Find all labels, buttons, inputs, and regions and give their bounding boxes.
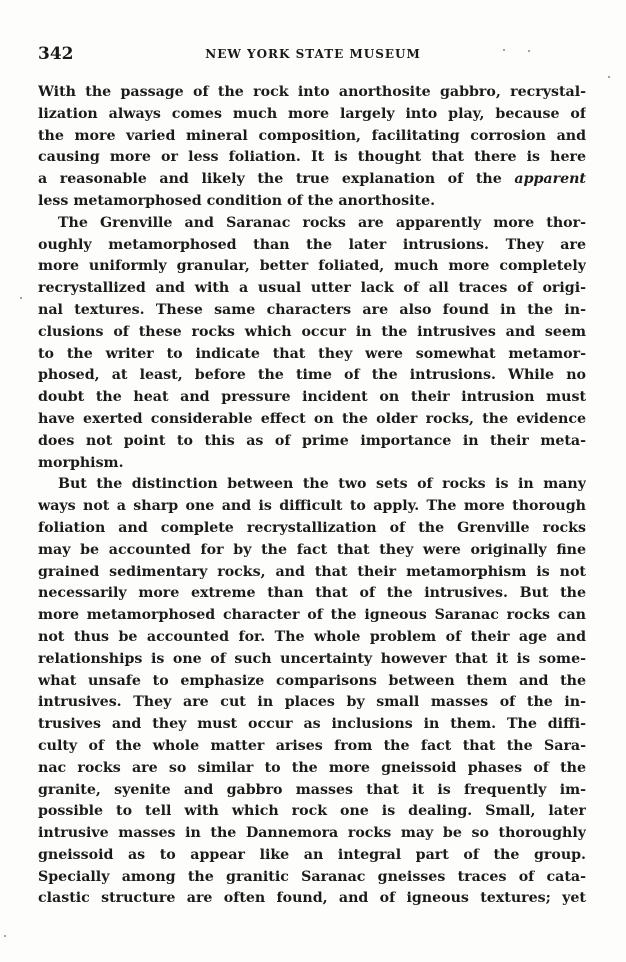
paragraph-1 — [38, 82, 586, 213]
text-line: does not point to this as of prime importance in their meta- — [38, 432, 586, 449]
text-line: less metamorphosed condition of the anorthosite. — [38, 192, 436, 209]
text-line: intrusive masses in the Dannemora rocks may be so thoroughly — [38, 825, 586, 842]
text-line: more metamorphosed character of the igneous Saranac rocks can — [38, 607, 586, 624]
scan-speck — [20, 297, 22, 299]
text-line: recrystallized and with a usual utter lack of all traces of origi- — [38, 280, 586, 297]
text-line: granite, syenite and gabbro masses that it is frequently im- — [38, 781, 586, 798]
text-line: clastic structure are often found, and of igneous textures; yet — [38, 890, 586, 907]
text-line: With the passage of the rock into anorthosite gabbro, recrystal- — [38, 84, 586, 100]
text-line: But the distinction between the two sets of rocks is in many — [58, 476, 586, 493]
page-body — [38, 82, 586, 910]
text-line: trusives and they must occur as inclusions in them. The diffi- — [38, 716, 586, 733]
running-head: NEW YORK STATE MUSEUM — [205, 47, 421, 61]
text-line: gneissoid as to appear like an integral part of the group. — [38, 846, 586, 863]
text-line: nal textures. These same characters are also found in the in- — [38, 301, 586, 318]
text-line: what unsafe to emphasize comparisons between them and the — [38, 672, 586, 689]
text-line: doubt the heat and pressure incident on their intrusion must — [38, 389, 586, 406]
text-line: possible to tell with which rock one is dealing. Small, later — [38, 803, 586, 820]
text-line: culty of the whole matter arises from the fact that the Sara- — [38, 737, 586, 754]
text-line: causing more or less foliation. It is thought that there is here — [38, 149, 586, 166]
text-line: lization always comes much more largely into play, because of — [38, 105, 586, 122]
text-line: Specially among the granitic Saranac gneisses traces of cata- — [38, 868, 586, 885]
italic-word: apparent — [514, 171, 586, 188]
page-header — [38, 44, 588, 64]
paragraph-2 — [38, 213, 586, 475]
text-line: clusions of these rocks which occur in the intrusives and seem — [38, 323, 586, 340]
text-line: have exerted considerable effect on the older rocks, the evidence — [38, 410, 586, 427]
text-line: grained sedimentary rocks, and that their metamorphism is not — [38, 563, 586, 580]
text-line: may be accounted for by the fact that they were originally fine — [38, 541, 586, 558]
text-line: The Grenville and Saranac rocks are apparently more thor- — [58, 214, 586, 231]
text-segment: a reasonable and likely the true explanation of the — [38, 171, 515, 188]
text-line: intrusives. They are cut in places by small masses of the in- — [38, 694, 586, 711]
page-number: 342 — [38, 44, 74, 64]
scan-speck — [608, 76, 610, 78]
text-line-with-italic — [38, 169, 586, 191]
text-line: necessarily more extreme than that of the intrusives. But the — [38, 585, 586, 602]
scan-speck — [4, 935, 6, 937]
text-line: more uniformly granular, better foliated, much more completely — [38, 258, 586, 275]
text-line: to the writer to indicate that they were somewhat metamor- — [38, 345, 586, 362]
text-line: foliation and complete recrystallization of the Grenville rocks — [38, 519, 586, 536]
scan-speck — [528, 50, 530, 52]
text-line: phosed, at least, before the time of the intrusions. While no — [38, 367, 586, 384]
text-line: morphism. — [38, 454, 124, 471]
text-line: nac rocks are so similar to the more gneissoid phases of the — [38, 759, 586, 776]
scan-speck — [503, 49, 505, 51]
text-line: relationships is one of such uncertainty however that it is some- — [38, 650, 586, 667]
text-line: not thus be accounted for. The whole problem of their age and — [38, 628, 586, 645]
text-line: ways not a sharp one and is difficult to apply. The more thorough — [38, 498, 586, 515]
text-line: oughly metamorphosed than the later intrusions. They are — [38, 236, 586, 253]
paragraph-3 — [38, 474, 586, 910]
text-line: the more varied mineral composition, facilitating corrosion and — [38, 127, 586, 144]
